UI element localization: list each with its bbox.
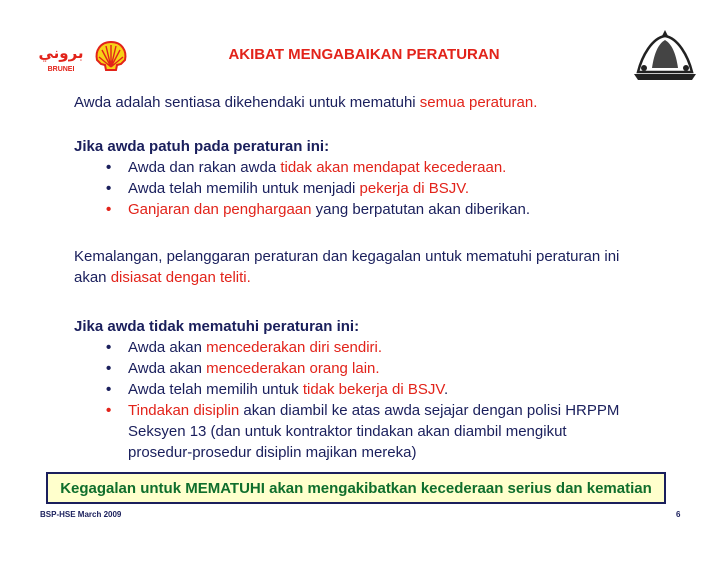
violation-paragraph xyxy=(74,246,684,288)
noncomply-heading: Jika awda tidak mematuhi peraturan ini: xyxy=(74,318,360,335)
violation-line1: Kemalangan, pelanggaran peraturan dan kegagalan untuk mematuhi peraturan ini xyxy=(74,248,620,265)
comply-heading: Jika awda patuh pada peraturan ini: xyxy=(74,138,330,155)
warning-text: Kegagalan untuk MEMATUHI akan mengakibatkan kecederaan serius dan kematian xyxy=(60,479,652,497)
item-highlight: mencederakan diri sendiri. xyxy=(206,339,383,356)
list-item xyxy=(102,157,682,178)
violation-line2: akan xyxy=(74,269,111,286)
item-highlight: Ganjaran dan penghargaan xyxy=(128,201,312,218)
intro-text xyxy=(74,92,684,113)
item-highlight: Tindakan disiplin xyxy=(128,402,240,419)
page-title: AKIBAT MENGABAIKAN PERATURAN xyxy=(228,46,500,63)
item-highlight: mencederakan orang lain. xyxy=(206,360,380,377)
item-text: . xyxy=(444,381,449,398)
item-text: Seksyen 13 (dan untuk kontraktor tindakan akan diambil mengikut xyxy=(128,423,567,440)
item-highlight: pekerja di BSJV. xyxy=(359,180,470,197)
violation-highlight: disiasat dengan teliti. xyxy=(110,269,251,286)
intro-main: Awda adalah sentiasa dikehendaki untuk mematuhi xyxy=(74,94,420,111)
list-item xyxy=(102,199,682,220)
brunei-logo-script: بروني xyxy=(38,44,84,62)
item-text: yang berpatutan akan diberikan. xyxy=(311,201,530,218)
list-item xyxy=(102,379,682,400)
list-item xyxy=(102,358,682,379)
brunei-logo-text: BRUNEI xyxy=(47,66,75,73)
item-text: Awda dan rakan awda xyxy=(128,159,281,176)
item-text: Awda telah memilih untuk menjadi xyxy=(128,180,360,197)
item-text: Awda akan xyxy=(128,360,207,377)
item-text: Awda telah memilih untuk xyxy=(128,381,303,398)
item-highlight: tidak akan mendapat kecederaan. xyxy=(280,159,507,176)
list-item xyxy=(102,178,682,199)
page-number: 6 xyxy=(676,510,681,519)
item-text: Awda akan xyxy=(128,339,207,356)
list-item xyxy=(102,400,682,463)
noncomply-list xyxy=(102,337,682,463)
item-text: akan diambil ke atas awda sejajar dengan polisi HRPPM xyxy=(239,402,620,419)
warning-banner xyxy=(46,472,666,504)
intro-highlight: semua peraturan. xyxy=(419,94,538,111)
comply-list xyxy=(102,157,682,220)
list-item xyxy=(102,337,682,358)
footer-label: BSP-HSE March 2009 xyxy=(40,510,122,519)
item-highlight: tidak bekerja di BSJV xyxy=(302,381,445,398)
item-text: prosedur-prosedur disiplin majikan mereka) xyxy=(128,444,417,461)
